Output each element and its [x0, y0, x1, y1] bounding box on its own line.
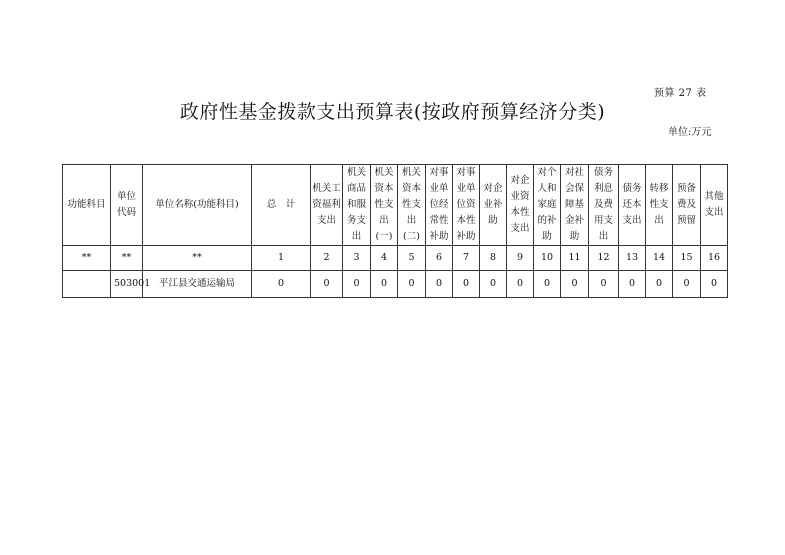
header-salary-welfare: 机关工资福利支出 [311, 165, 343, 246]
budget-table [62, 164, 728, 298]
table-cell: 0 [453, 271, 480, 298]
table-cell: 10 [534, 246, 561, 271]
header-capital-one: 机关资本性支出(一) [371, 165, 398, 246]
table-cell: 0 [507, 271, 534, 298]
table-cell: 9 [507, 246, 534, 271]
header-unit-name: 单位名称(功能科目) [143, 165, 252, 246]
header-goods-services: 机关商品和服务支出 [343, 165, 371, 246]
header-enterprise-capital: 对企业资本性支出 [507, 165, 534, 246]
table-cell: 3 [343, 246, 371, 271]
table-cell: 0 [480, 271, 507, 298]
table-row [63, 271, 728, 298]
header-debt-principal: 债务还本支出 [619, 165, 646, 246]
header-debt-interest: 债务利息及费用支出 [589, 165, 619, 246]
table-cell: 7 [453, 246, 480, 271]
header-other: 其他支出 [701, 165, 728, 246]
table-cell [63, 271, 111, 298]
header-total: 总 计 [252, 165, 311, 246]
header-row [63, 165, 728, 246]
header-reserve: 预备费及预留 [673, 165, 701, 246]
header-unit-code: 单位代码 [111, 165, 143, 246]
table-cell: 0 [589, 271, 619, 298]
table-cell: 0 [252, 271, 311, 298]
table-cell: 11 [561, 246, 589, 271]
table-cell: 14 [646, 246, 673, 271]
table-cell: 5 [398, 246, 426, 271]
unit-code-cell: 503001 [111, 271, 143, 298]
header-function-subject: 功能科目 [63, 165, 111, 246]
number-row [63, 246, 728, 271]
header-capital-two: 机关资本性支出(二) [398, 165, 426, 246]
header-inst-regular-subsidy: 对事业单位经常性补助 [426, 165, 453, 246]
table-cell: 0 [673, 271, 701, 298]
table-cell: 2 [311, 246, 343, 271]
page-title: 政府性基金拨款支出预算表(按政府预算经济分类) [179, 101, 606, 123]
unit-name-cell: 平江县交通运输局 [143, 271, 252, 298]
table-cell: 16 [701, 246, 728, 271]
header-inst-capital-subsidy: 对事业单位资本性补助 [453, 165, 480, 246]
table-cell: 1 [252, 246, 311, 271]
table-cell: 6 [426, 246, 453, 271]
table-cell: 0 [398, 271, 426, 298]
table-cell: 0 [534, 271, 561, 298]
header-enterprise-subsidy: 对企业补助 [480, 165, 507, 246]
table-cell: 0 [619, 271, 646, 298]
table-cell: 0 [646, 271, 673, 298]
table-cell: 0 [343, 271, 371, 298]
table-cell: 12 [589, 246, 619, 271]
table-cell: 0 [426, 271, 453, 298]
table-cell: 15 [673, 246, 701, 271]
header-social-security: 对社会保障基金补助 [561, 165, 589, 246]
table-cell: 0 [701, 271, 728, 298]
unit-label: 单位:万元 [668, 127, 712, 138]
table-number: 预算 27 表 [654, 88, 707, 99]
table-cell: ** [143, 246, 252, 271]
table-cell: ** [111, 246, 143, 271]
table-cell: 0 [311, 271, 343, 298]
table-cell: 0 [561, 271, 589, 298]
table-cell: 8 [480, 246, 507, 271]
table-cell: ** [63, 246, 111, 271]
table-cell: 13 [619, 246, 646, 271]
table-cell: 0 [371, 271, 398, 298]
table-cell: 4 [371, 246, 398, 271]
header-transfer: 转移性支出 [646, 165, 673, 246]
header-personal-family: 对个人和家庭的补助 [534, 165, 561, 246]
